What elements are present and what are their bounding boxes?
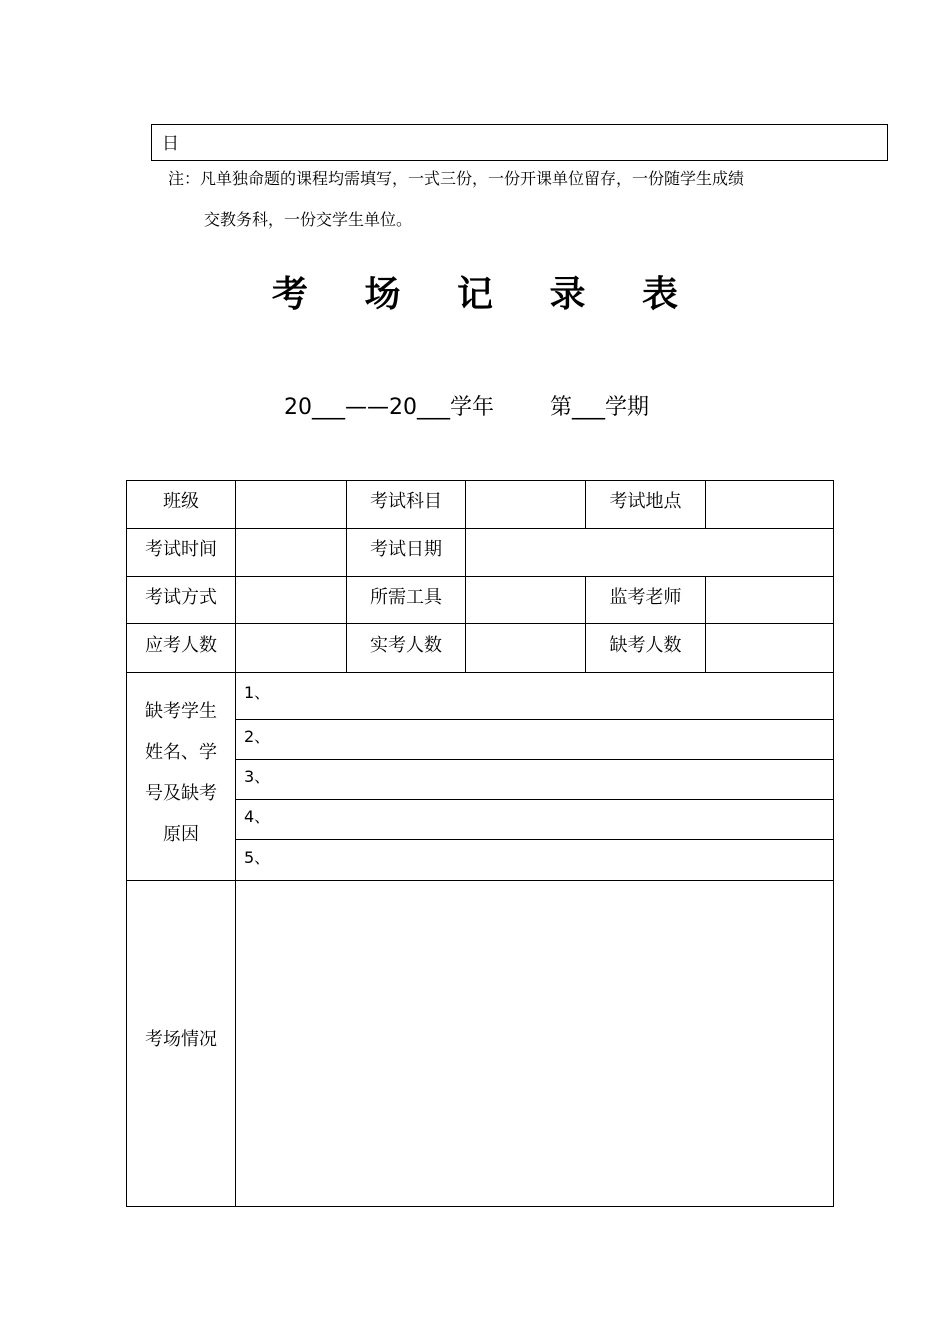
absent-item: 3、 [244, 767, 271, 786]
row-divider [235, 759, 834, 760]
label-absent-count: 缺考人数 [609, 635, 682, 656]
absent-label-line: 原因 [163, 824, 199, 845]
label-exam-subject: 考试科目 [370, 491, 442, 512]
row-divider [235, 719, 834, 720]
table-border-right [833, 480, 834, 1207]
label-exam-date: 考试日期 [370, 539, 442, 560]
row-divider [126, 576, 834, 577]
label-exam-location: 考试地点 [609, 491, 682, 512]
semester: 第___学期 [550, 395, 650, 420]
row-divider [235, 799, 834, 800]
row-divider [126, 528, 834, 529]
row-divider [126, 623, 834, 624]
top-box-text: 日 [162, 134, 179, 154]
absent-item: 1、 [244, 683, 271, 702]
absent-label-line: 姓名、学 [145, 742, 217, 763]
column-divider [705, 480, 706, 529]
table-border-top [126, 480, 834, 481]
label-required-tools: 所需工具 [370, 587, 442, 608]
absent-label-line: 缺考学生 [145, 701, 217, 722]
label-exam-situation: 考场情况 [145, 1029, 217, 1050]
top-box [151, 124, 888, 161]
absent-item: 4、 [244, 807, 271, 826]
academic-year: 20___——20___学年 [284, 395, 494, 420]
absent-label-line: 号及缺考 [145, 783, 217, 804]
label-invigilator: 监考老师 [609, 587, 682, 608]
note-line-2: 交教务科，一份交学生单位。 [204, 210, 413, 229]
label-actual-count: 实考人数 [370, 635, 442, 656]
label-expected-count: 应考人数 [145, 635, 217, 656]
label-exam-method: 考试方式 [145, 587, 217, 608]
row-divider [235, 839, 834, 840]
absent-students-label [127, 691, 235, 855]
absent-item: 2、 [244, 727, 271, 746]
label-class: 班级 [163, 491, 199, 512]
row-divider [126, 880, 834, 881]
note-line-1: 注：凡单独命题的课程均需填写，一式三份，一份开课单位留存，一份随学生成绩 [168, 169, 745, 188]
column-divider [465, 480, 466, 673]
label-exam-time: 考试时间 [145, 539, 217, 560]
column-divider [705, 576, 706, 673]
term-line [284, 390, 649, 421]
table-border-bottom [126, 1206, 834, 1207]
row-divider [126, 672, 834, 673]
page-title: 考 场 记 录 表 [271, 274, 701, 315]
absent-item: 5、 [244, 848, 271, 867]
column-divider [235, 480, 236, 1207]
